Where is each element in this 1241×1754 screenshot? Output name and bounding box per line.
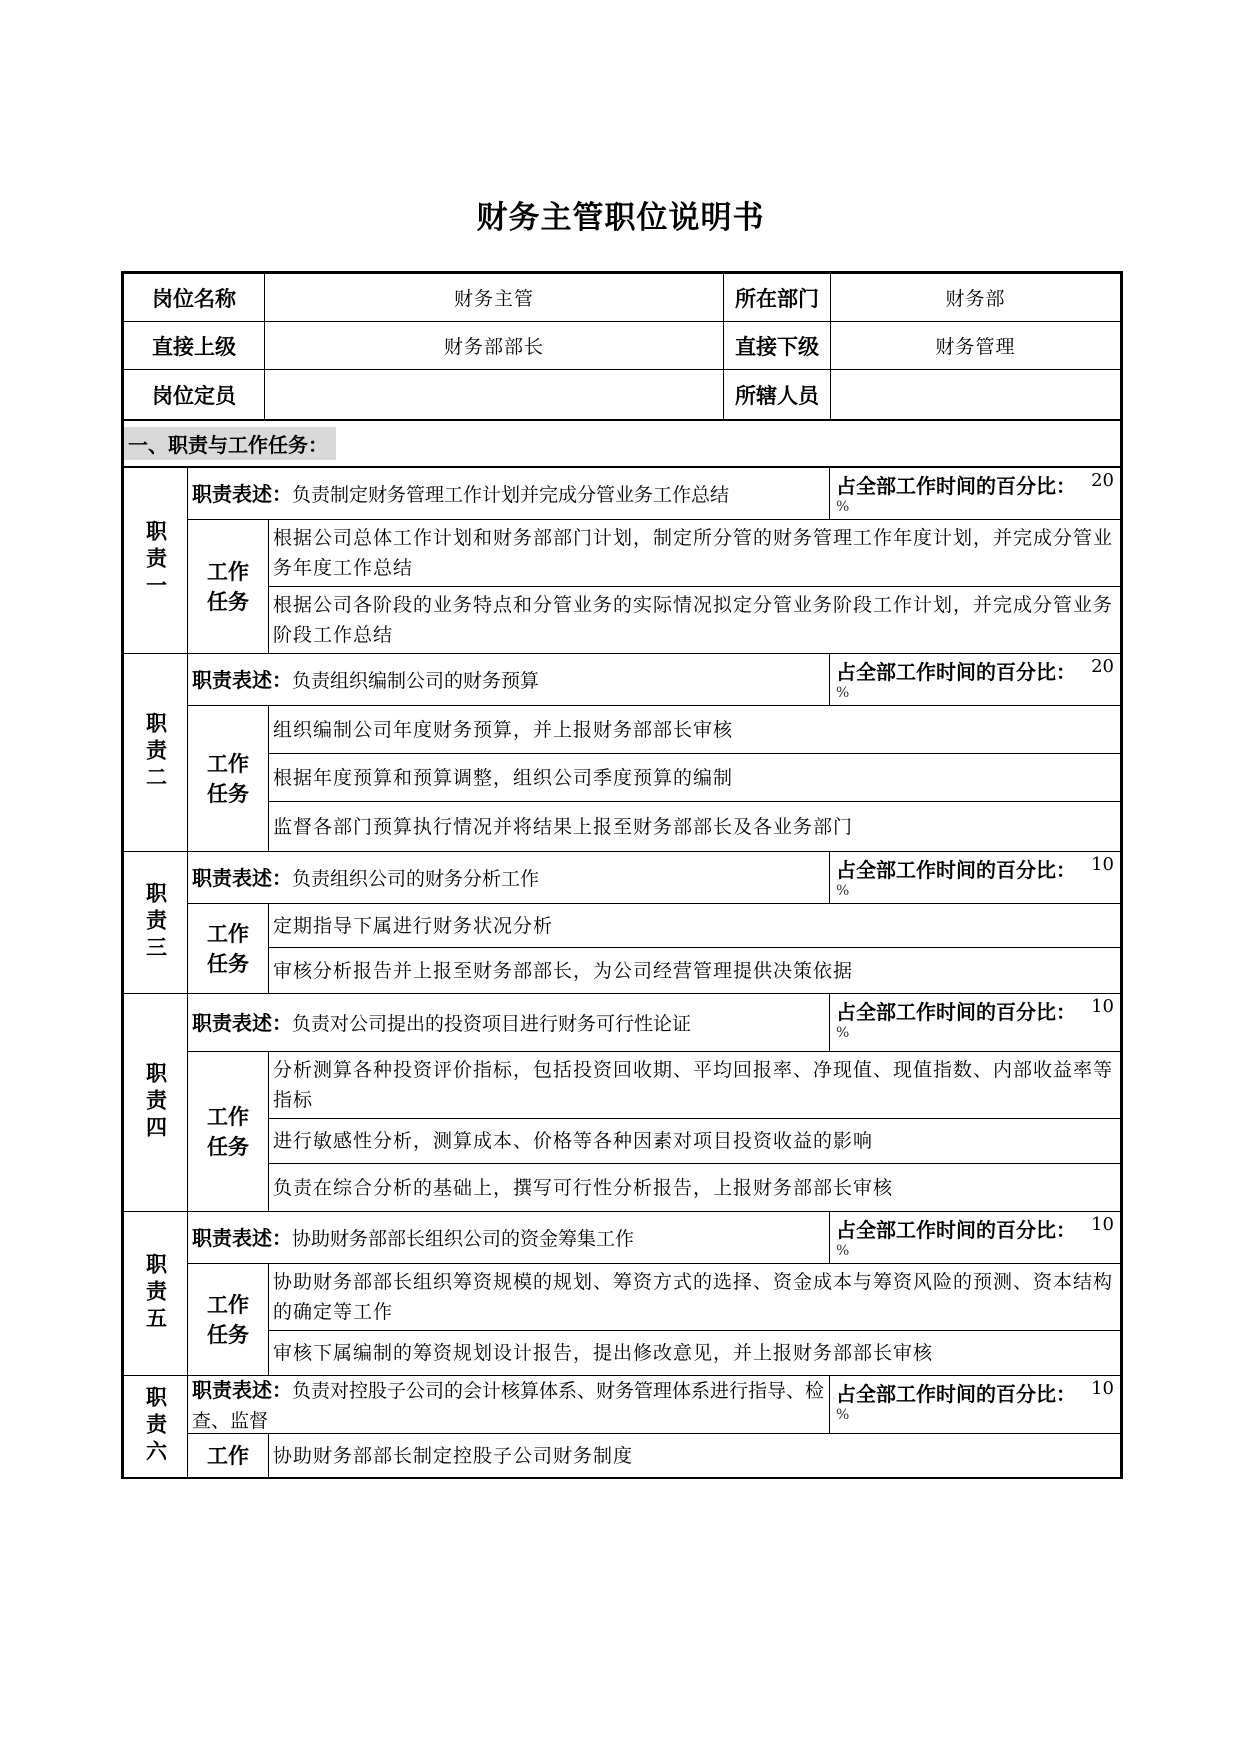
task-label: 工作 — [188, 1434, 269, 1477]
document-title: 财务主管职位说明书 — [476, 200, 765, 236]
position-name-label: 岗位名称 — [124, 274, 265, 322]
section-title: 一、职责与工作任务： — [124, 427, 336, 460]
task-item: 组织编制公司年度财务预算，并上报财务部部长审核 — [269, 706, 1120, 754]
duty-name — [124, 852, 188, 993]
percent-sign: % — [836, 1025, 850, 1041]
time-percentage-value: 10 — [1091, 996, 1114, 1017]
duty-description-label: 职责表述： — [192, 1011, 292, 1035]
duty-row — [124, 468, 1120, 654]
duty-name — [124, 468, 188, 653]
task-item: 协助财务部部长组织筹资规模的规划、筹资方式的选择、资金成本与筹资风险的预测、资本结构的确定等工作 — [269, 1264, 1120, 1331]
task-item: 进行敏感性分析，测算成本、价格等各种因素对项目投资收益的影响 — [269, 1119, 1120, 1164]
staff-label: 所辖人员 — [724, 370, 831, 419]
superior-label: 直接上级 — [124, 322, 265, 370]
time-percentage-label: 占全部工作时间的百分比： — [836, 1000, 1076, 1024]
headcount-value — [265, 370, 724, 419]
duty-description — [188, 994, 830, 1052]
duty-name — [124, 1376, 188, 1477]
duty-description-label: 职责表述： — [192, 866, 292, 890]
task-list — [269, 1434, 1120, 1477]
task-item: 定期指导下属进行财务状况分析 — [269, 904, 1120, 948]
time-percentage — [830, 994, 1120, 1052]
time-percentage-label: 占全部工作时间的百分比： — [836, 474, 1076, 498]
duty-description-text: 负责组织公司的财务分析工作 — [292, 868, 540, 890]
task-label: 工作任务 — [188, 706, 269, 851]
task-item: 根据年度预算和预算调整，组织公司季度预算的编制 — [269, 754, 1120, 802]
task-label: 工作任务 — [188, 1052, 269, 1211]
duty-description-text: 负责对公司提出的投资项目进行财务可行性论证 — [292, 1013, 692, 1035]
duty-description — [188, 852, 830, 904]
time-percentage-value: 10 — [1091, 1214, 1114, 1235]
duty-row — [124, 1376, 1120, 1477]
task-item: 负责在综合分析的基础上，撰写可行性分析报告，上报财务部部长审核 — [273, 1176, 894, 1199]
percent-sign: % — [836, 883, 850, 899]
duty-description-label: 职责表述： — [192, 1378, 292, 1402]
duty-description-label: 职责表述： — [192, 668, 292, 692]
task-item: 协助财务部部长制定控股子公司财务制度 — [273, 1444, 634, 1467]
time-percentage-value: 10 — [1091, 1378, 1114, 1399]
time-percentage — [830, 1376, 1120, 1434]
duty-name-text: 职责二 — [143, 712, 168, 793]
time-percentage-label: 占全部工作时间的百分比： — [836, 1382, 1076, 1406]
time-percentage-label: 占全部工作时间的百分比： — [836, 858, 1076, 882]
time-percentage — [830, 468, 1120, 520]
duty-description — [188, 654, 830, 706]
percent-sign: % — [836, 685, 850, 701]
task-item: 审核下属编制的筹资规划设计报告，提出修改意见，并上报财务部部长审核 — [273, 1342, 934, 1364]
duty-name — [124, 1212, 188, 1375]
subordinate-value: 财务管理 — [831, 322, 1120, 370]
task-list — [269, 520, 1120, 653]
duty-description-text: 负责组织编制公司的财务预算 — [292, 670, 540, 692]
duty-row — [124, 994, 1120, 1212]
duty-name-text: 职责四 — [143, 1062, 168, 1143]
time-percentage-value: 20 — [1091, 656, 1114, 677]
superior-value: 财务部部长 — [265, 322, 724, 370]
percent-sign: % — [836, 499, 850, 515]
task-item: 根据公司各阶段的业务特点和分管业务的实际情况拟定分管业务阶段工作计划，并完成分管业务阶段工作总结 — [273, 594, 1114, 646]
task-label: 工作任务 — [188, 520, 269, 653]
duty-name-text: 职责六 — [143, 1386, 168, 1467]
time-percentage-value: 10 — [1091, 854, 1114, 875]
task-list — [269, 706, 1120, 851]
duty-description — [188, 468, 830, 520]
time-percentage-value: 20 — [1091, 470, 1114, 491]
duty-row — [124, 852, 1120, 994]
percent-sign: % — [836, 1407, 850, 1423]
duty-name-text: 职责五 — [143, 1253, 168, 1334]
job-description-table — [121, 271, 1123, 1479]
headcount-label: 岗位定员 — [124, 370, 265, 419]
task-item: 根据公司总体工作计划和财务部部门计划，制定所分管的财务管理工作年度计划，并完成分管业务年度工作总结 — [269, 520, 1120, 587]
staff-value — [831, 370, 1120, 419]
duty-name-text: 职责一 — [143, 520, 168, 601]
time-percentage-label: 占全部工作时间的百分比： — [836, 660, 1076, 684]
duty-description-label: 职责表述： — [192, 1226, 292, 1250]
duty-name-text: 职责三 — [143, 882, 168, 963]
duty-row — [124, 1212, 1120, 1376]
task-item: 审核分析报告并上报至财务部部长，为公司经营管理提供决策依据 — [273, 959, 854, 982]
duty-description-text: 负责对控股子公司的会计核算体系、财务管理体系进行指导、检查、监督 — [192, 1380, 825, 1432]
task-item: 分析测算各种投资评价指标，包括投资回收期、平均回报率、净现值、现值指数、内部收益率等指标 — [269, 1052, 1120, 1119]
department-value: 财务部 — [831, 274, 1120, 322]
duty-list — [124, 468, 1120, 1477]
percent-sign: % — [836, 1243, 850, 1259]
duty-name — [124, 654, 188, 851]
position-name-value: 财务主管 — [265, 274, 724, 322]
task-item: 监督各部门预算执行情况并将结果上报至财务部部长及各业务部门 — [273, 815, 854, 838]
duty-name — [124, 994, 188, 1211]
basic-info-grid — [124, 274, 1120, 419]
duty-description-label: 职责表述： — [192, 482, 292, 506]
duty-row — [124, 654, 1120, 852]
time-percentage — [830, 852, 1120, 904]
task-list — [269, 1052, 1120, 1211]
duty-description-text: 协助财务部部长组织公司的资金筹集工作 — [292, 1228, 635, 1250]
task-list — [269, 904, 1120, 993]
department-label: 所在部门 — [724, 274, 831, 322]
duty-description-text: 负责制定财务管理工作计划并完成分管业务工作总结 — [292, 484, 730, 506]
duty-description — [188, 1376, 830, 1434]
subordinate-label: 直接下级 — [724, 322, 831, 370]
duty-description — [188, 1212, 830, 1264]
section-heading — [124, 419, 1120, 468]
task-list — [269, 1264, 1120, 1375]
time-percentage — [830, 654, 1120, 706]
task-label: 工作任务 — [188, 1264, 269, 1375]
time-percentage-label: 占全部工作时间的百分比： — [836, 1218, 1076, 1242]
task-label: 工作任务 — [188, 904, 269, 993]
time-percentage — [830, 1212, 1120, 1264]
